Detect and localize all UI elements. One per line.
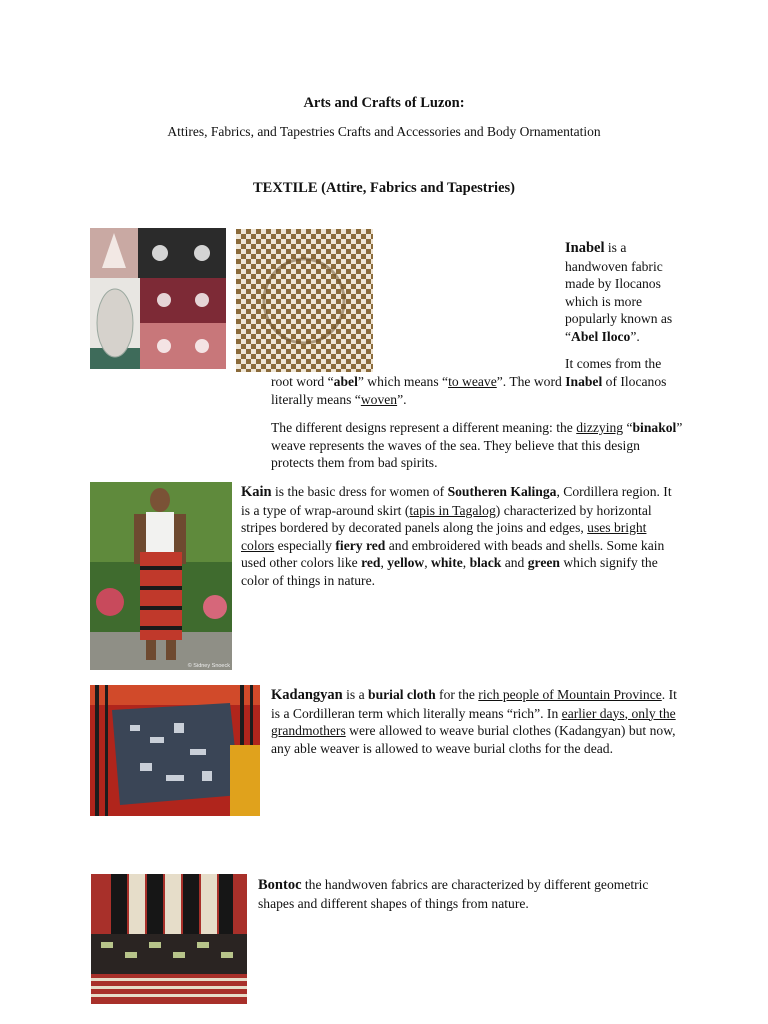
kadangyan-cloth-image [90,685,260,816]
kadangyan-description: Kadangyan is a burial cloth for the rich people of Mountain Province. It is a Cordilleran term which literally means “rich”. In earlier days, only the grandmothers were allowed to weave burial clothes (Kadangyan) but now, any able weaver is allowed to weave burial cloths for the dead. [271,687,677,756]
inabel-description: Inabel is a handwoven fabric made by Ilocanos which is more popularly known as “Abel Iloco”. [565,240,673,344]
page-title: Arts and Crafts of Luzon: [303,95,465,111]
kain-description: Kain is the basic dress for women of Southeren Kalinga, Cordillera region. It is a type of wrap-around skirt (tapis in Tagalog) characterized by horizontal stripes bordered by decorated panels along the joins and edges, uses bright colors especially fiery red and embroidered with beads and shells. Some kain used other colors like red, yellow, white, black and green which signify the color of things in nature. [241,484,672,588]
bontoc-description: Bontoc the handwoven fabrics are characterized by different geometric shapes and different shapes of things from nature. [258,877,649,911]
bontoc-fabric-image [91,874,247,1004]
inabel-binakol-image [236,229,373,372]
page-subtitle: Attires, Fabrics, and Tapestries Crafts and Accessories and Body Ornamentation [167,124,601,139]
photo-credit: © Sidney Snoeck [187,663,230,669]
inabel-origin-start: It comes from the [565,356,662,371]
inabel-designs: The different designs represent a different meaning: the dizzying “binakol” weave represents the waves of the sea. They believe that this design protects them from bad spirits. [271,420,683,470]
kain-woman-photo [90,482,232,670]
inabel-pattern-image [90,228,226,369]
inabel-origin: root word “abel” which means “to weave”. The word Inabel of Ilocanos literally means “woven”. [271,374,667,407]
section-heading: TEXTILE (Attire, Fabrics and Tapestries) [253,180,515,196]
